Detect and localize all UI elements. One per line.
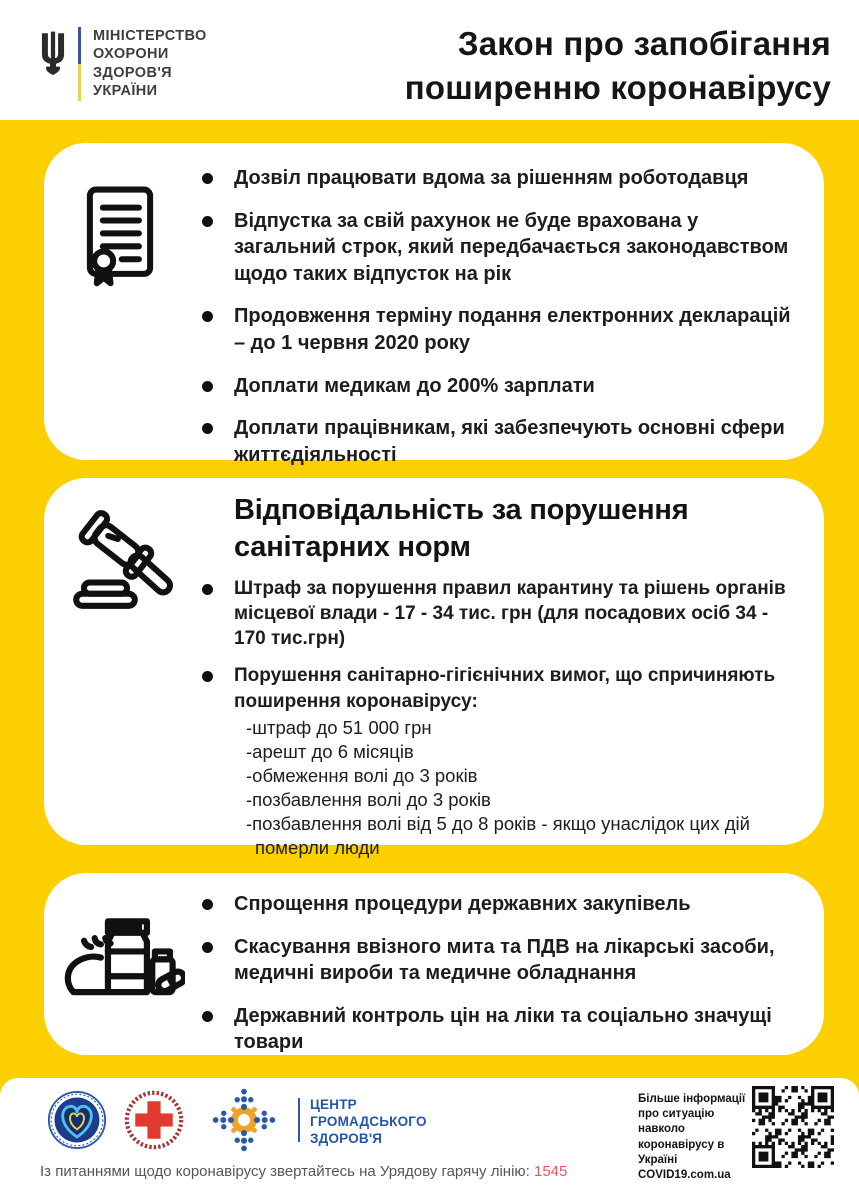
logo-divider xyxy=(298,1098,300,1142)
info-block xyxy=(638,1092,756,1183)
phc-text-line: ГРОМАДСЬКОГО xyxy=(310,1113,427,1129)
sub-item: -арешт до 6 місяців xyxy=(246,740,414,762)
bullet-text: Порушення санітарно-гігієнічних вимог, що спричиняють поширення коронавірусу: xyxy=(234,665,776,712)
bullet-list xyxy=(200,165,798,484)
bullet-item: Дозвіл працювати вдома за рішенням роботодавця xyxy=(200,165,798,192)
info-site: COVID19.com.ua xyxy=(638,1168,731,1181)
hotline xyxy=(40,1163,567,1180)
bullet-list xyxy=(200,576,800,860)
bullet-list xyxy=(200,891,798,1072)
hotline-number: 1545 xyxy=(534,1163,568,1180)
bullet-item: Державний контроль цін на ліки та соціально значущі товари xyxy=(200,1003,798,1056)
hotline-text: Із питаннями щодо коронавірусу звертайтесь на Урядову гарячу лінію: xyxy=(40,1163,530,1180)
ministry-name-line: ЗДОРОВ'Я xyxy=(93,64,172,81)
page-title-line: Закон про запобігання xyxy=(457,25,831,62)
sub-item: -штраф до 51 000 грн xyxy=(246,716,432,738)
health-association-logo xyxy=(47,1090,107,1150)
bullet-item: Доплати працівникам, які забезпечують основні сфери життєдіяльності xyxy=(200,415,798,468)
red-cross-logo xyxy=(124,1090,184,1150)
qr-code xyxy=(752,1086,834,1168)
card-work-measures xyxy=(44,143,824,466)
card-goods-control xyxy=(44,873,824,1055)
ministry-name-line: МІНІСТЕРСТВО xyxy=(93,28,207,44)
page-title-line: поширенню коронавірусу xyxy=(404,68,831,106)
card-content xyxy=(200,492,800,872)
bullet-item: Продовження терміну подання електронних декларацій – до 1 червня 2020 року xyxy=(200,303,798,356)
bullet-item: Доплати медикам до 200% зарплати xyxy=(200,373,798,400)
sub-list xyxy=(246,716,800,860)
certificate-icon xyxy=(70,181,170,291)
header xyxy=(0,0,859,120)
medicines-icon xyxy=(58,911,188,1006)
bullet-item: Спрощення процедури державних закупівель xyxy=(200,891,798,918)
trident-icon xyxy=(36,29,70,75)
card-liability xyxy=(44,478,824,858)
bullet-item xyxy=(200,663,800,859)
sub-item: -позбавлення волі до 3 років xyxy=(246,788,491,810)
page-title xyxy=(405,22,831,109)
info-text: Більше інформації про ситуацію навколо коронавірусу в Україні xyxy=(638,1093,746,1166)
ministry-name xyxy=(93,27,207,100)
ministry-name-line: УКРАЇНИ xyxy=(93,82,158,99)
flag-divider xyxy=(78,27,81,101)
bullet-item: Відпустка за свій рахунок не буде врахована у загальний строк, який передбачається законодавством щодо таких відпусток на рік xyxy=(200,208,798,288)
phc-text-line: ЦЕНТР xyxy=(310,1097,357,1112)
ministry-name-line: ОХОРОНИ xyxy=(93,46,169,63)
phc-logo-text xyxy=(310,1097,427,1148)
phc-text-line: ЗДОРОВ'Я xyxy=(310,1130,383,1146)
card-heading: Відповідальність за порушення санітарних норм xyxy=(234,494,689,564)
sub-item: -позбавлення волі від 5 до 8 років - якщо унаслідок цих дій померли люди xyxy=(246,812,750,858)
bullet-item: Штраф за порушення правил карантину та рішень органів місцевої влади - 17 - 34 тис. грн (для посадових осіб 34 - 170 тис.грн) xyxy=(200,576,800,651)
bullet-item: Скасування ввізного мита та ПДВ на лікарські засоби, медичні вироби та медичне обладнання xyxy=(200,934,798,987)
footer xyxy=(0,1078,859,1200)
gavel-icon xyxy=(62,502,180,620)
public-health-center-logo xyxy=(208,1084,280,1156)
ministry-logo xyxy=(36,27,207,101)
sub-item: -обмеження волі до 3 років xyxy=(246,764,478,786)
